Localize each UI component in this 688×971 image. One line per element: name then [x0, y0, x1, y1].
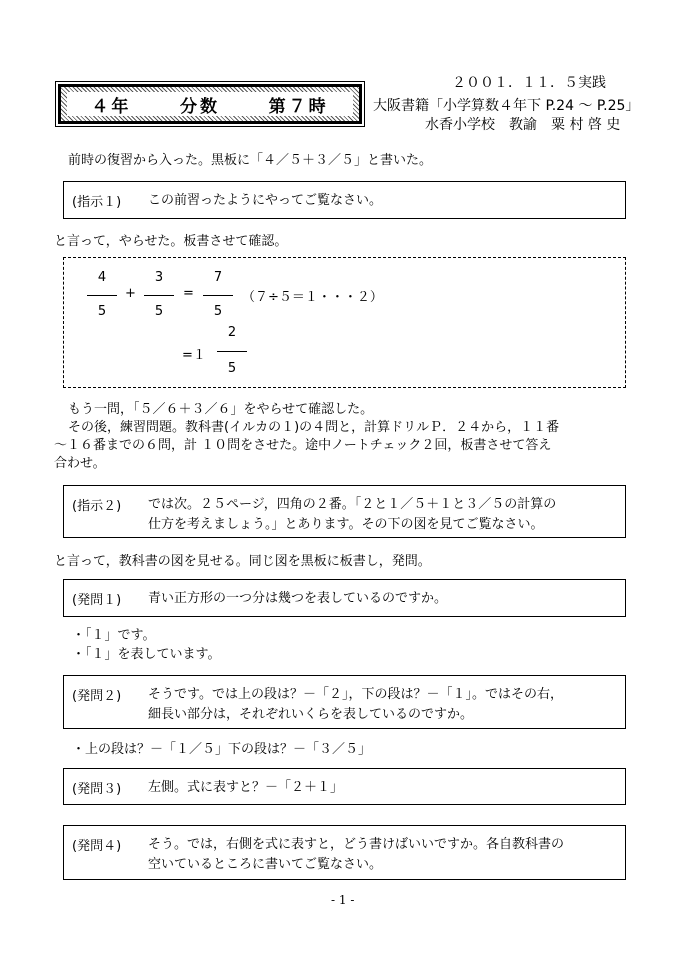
- practice-date: ２００１．１１．５実践: [452, 75, 606, 91]
- plus-sign: +: [125, 286, 136, 301]
- title-subject: 分数: [179, 96, 220, 117]
- fraction-4-denominator: 5: [227, 361, 237, 376]
- lesson-title-frame: [58, 84, 362, 124]
- fraction-4-numerator: 2: [227, 325, 237, 340]
- box-text: [148, 685, 563, 725]
- box-tag: (指示２): [72, 499, 122, 514]
- fraction-2-denominator: 5: [154, 304, 164, 319]
- paragraph-more-3: ～１６番までの６問，計 １０問をさせた。途中ノートチェック２回，板書させて答え: [54, 438, 552, 453]
- box-line: では次。２５ページ，四角の２番。「２と１／５＋１と３／５の計算の: [148, 497, 557, 512]
- fraction-1-bar: [87, 295, 117, 296]
- box-line: そう。では，右側を式に表すと，どう書けばいいですか。各自教科書の: [148, 837, 565, 852]
- answer-2: ・上の段は？－「１／５」下の段は？－「３／５」: [72, 742, 372, 757]
- box-tag: (発問２): [72, 689, 122, 704]
- box-text: 左側。式に表すと？－「２＋１」: [148, 780, 344, 795]
- fraction-1-numerator: 4: [97, 270, 107, 285]
- box-line: 細長い部分は，それぞれいくらを表しているのですか。: [148, 707, 474, 722]
- paragraph-more-2: その後，練習問題。教科書(イルカの１)の４問と，計算ドリルＰ．２４から，１１番: [68, 420, 560, 435]
- question-box-4: [63, 825, 626, 880]
- box-tag: (指示１): [72, 195, 122, 210]
- instruction-box-1: [63, 181, 626, 219]
- fraction-2-numerator: 3: [154, 270, 164, 285]
- equals-sign: =: [183, 286, 194, 301]
- division-note: （７÷５＝１・・・２）: [242, 290, 383, 305]
- answer-1b: ・「１」を表しています。: [72, 647, 221, 662]
- answer-1a: ・「１」です。: [72, 628, 156, 643]
- box-tag: (発問３): [72, 782, 122, 797]
- fraction-3-denominator: 5: [213, 304, 223, 319]
- question-box-2: [63, 675, 626, 729]
- fraction-3-bar: [203, 295, 233, 296]
- box-line: 仕方を考えましょう。」とあります。その下の図を見てご覧なさい。: [148, 517, 544, 532]
- question-box-1: [63, 579, 626, 617]
- box-text: 青い正方形の一つ分は幾つを表しているのですか。: [148, 591, 448, 606]
- question-box-3: [63, 768, 626, 805]
- paragraph-after-instruction-1: と言って，やらせた。板書させて確認。: [54, 234, 288, 249]
- intro-paragraph: 前時の復習から入った。黒板に「４／５＋３／５」と書いた。: [68, 153, 433, 168]
- title-grade: ４年: [91, 96, 132, 117]
- box-text: [148, 495, 556, 535]
- box-line: 空いているところに書いてご覧なさい。: [148, 857, 383, 872]
- fraction-2-bar: [144, 295, 174, 296]
- box-tag: (発問４): [72, 839, 122, 854]
- box-line: そうです。では上の段は？－「２」，下の段は？－「１」。ではその右，: [148, 687, 563, 702]
- page-number: - 1 -: [331, 893, 355, 907]
- publisher-line: 大阪書籍「小学算数４年下 P.24 ～ P.25」: [373, 98, 640, 114]
- instruction-box-2: [63, 485, 626, 538]
- board-calculation-box: [63, 257, 626, 388]
- fraction-4-bar: [217, 351, 247, 352]
- equals-one: =１: [182, 348, 206, 363]
- title-period: 第７時: [268, 96, 329, 117]
- paragraph-more-4: 合わせ。: [54, 456, 106, 471]
- fraction-3-numerator: 7: [213, 270, 223, 285]
- box-tag: (発問１): [72, 593, 122, 608]
- fraction-1-denominator: 5: [97, 304, 107, 319]
- author-line: 水香小学校 教諭 粟 村 啓 史: [425, 117, 621, 133]
- paragraph-after-instruction-2: と言って，教科書の図を見せる。同じ図を黒板に板書し，発問。: [54, 554, 431, 569]
- box-text: [148, 835, 564, 875]
- paragraph-more-1: もう一問，「５／６＋３／６」をやらせて確認した。: [68, 402, 374, 417]
- box-text: この前習ったようにやってご覧なさい。: [148, 193, 383, 208]
